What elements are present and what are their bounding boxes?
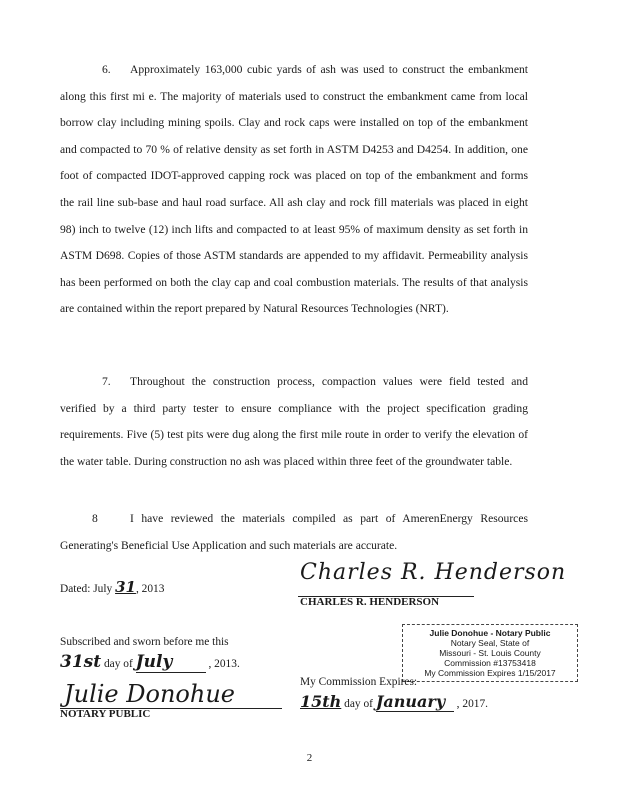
paragraph-8 [60,506,528,559]
paragraph-number: 7. [102,375,111,388]
stamp-line: Commission #13753418 [444,658,536,668]
page-number: 2 [306,752,313,764]
expires-day: 15th [300,692,342,711]
paragraph-text: I have reviewed the materials compiled as part of AmerenEnergy Resources Generating's Beneficial Use Application and such materials are accurate. [60,512,528,552]
stamp-line: Notary Seal, State of [450,638,530,648]
stamp-line: Julie Donohue - Notary Public [429,628,551,638]
subscribed-text: Subscribed and sworn before me this [60,636,229,648]
stamp-line: Missouri - St. Louis County [439,648,541,658]
commission-expires-label: My Commission Expires: [300,676,418,688]
stamp-line: My Commission Expires 1/15/2017 [424,668,556,678]
expires-day-of: day of [344,698,373,710]
notary-public-label: NOTARY PUBLIC [60,708,151,720]
dated-day: 31 [115,578,136,596]
dated-label: Dated: July [60,583,113,595]
paragraph-number: 8 [92,512,98,525]
paragraph-number: 6. [102,63,111,76]
notary-day: 31st [60,652,102,672]
paragraph-text: Throughout the construction process, compaction values were field tested and verified by a third party tester to ensure compliance with the project specification grading requirements. Five (5) test pits were dug along the first mile route in order to verify the elevation of the water table. During construction no ash was placed within three feet of the groundwater table. [60,375,528,468]
henderson-signature: Charles R. Henderson [300,560,567,585]
paragraph-text: Approximately 163,000 cubic yards of ash was used to construct the embankment along this first mi e. The majority of materials used to construct the embankment came from local borrow clay including mining spoils. Clay and rock caps were installed on top of the embankment and compacted to 70 % of relative density as set forth in ASTM D4253 and D4254. In addition, one foot of compacted IDOT-approved capping rock was placed on top of the embankment and forms the rail line sub-base and haul road surface. All ash clay and rock fill materials was placed in eight 98) inch to twelve (12) inch lifts and compacted to at least 95% of maximum density as set forth in ASTM D698. Copies of those ASTM standards are appended to my affidavit. Permeability analysis has been performed on both the clay cap and coal combustion materials. The results of that analysis are contained within the report prepared by Natural Resources Technologies (NRT). [60,63,528,316]
dated-line [60,578,164,596]
notary-seal-stamp [402,624,578,682]
paragraph-7 [60,369,528,475]
paragraph-6 [60,57,528,323]
expires-year: , 2017. [456,698,488,710]
notary-date-line [60,652,240,673]
dated-year: , 2013 [135,583,165,595]
notary-month: July [136,652,206,673]
notary-signature: Julie Donohue [64,680,235,708]
notary-year: , 2013. [208,658,240,670]
notary-day-of: day of [103,658,133,670]
signer-name: CHARLES R. HENDERSON [300,596,440,608]
commission-date-line [300,692,488,712]
expires-month: January [376,692,454,712]
